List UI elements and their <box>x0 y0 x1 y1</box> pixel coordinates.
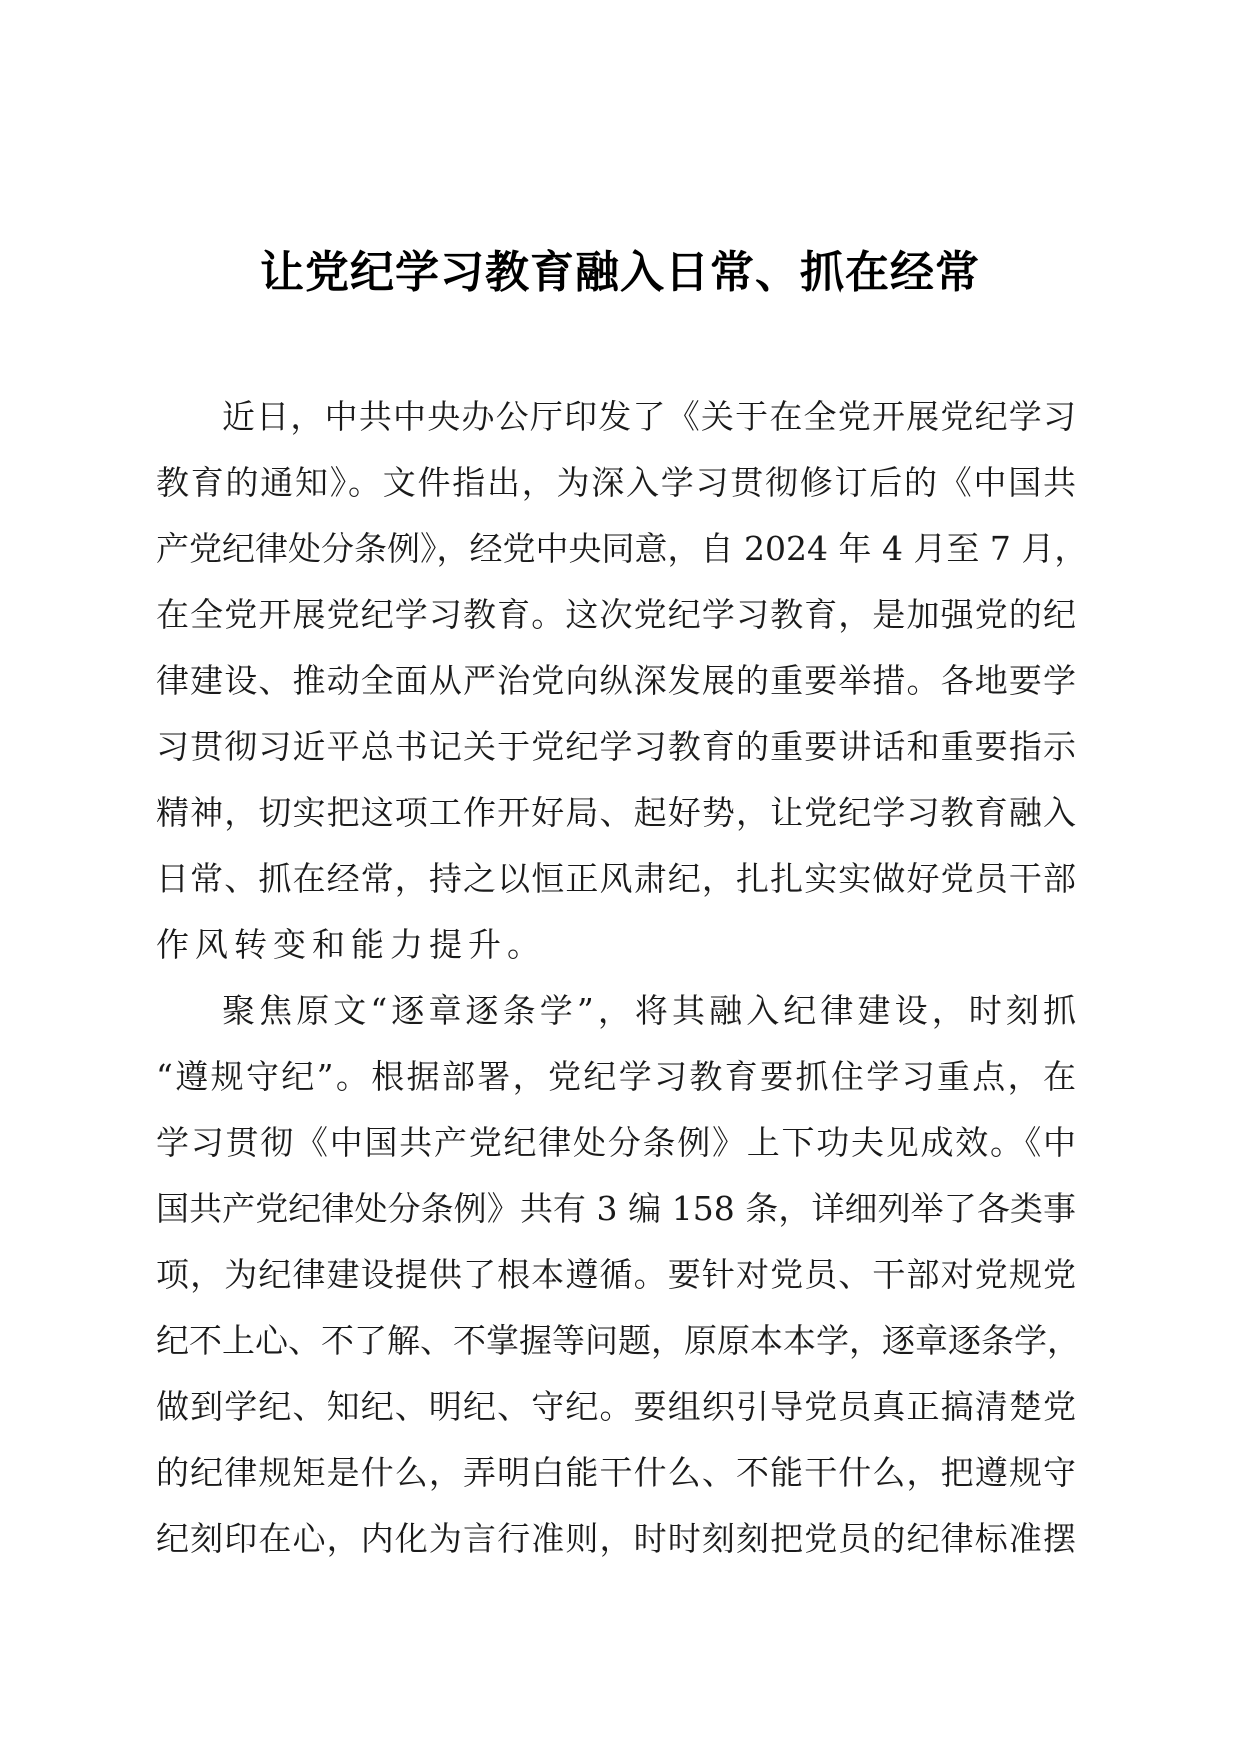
paragraph-1-line-8: 日常、抓在经常，持之以恒正风肃纪，扎扎实实做好党员干部 <box>156 859 1076 898</box>
paragraph-2-line-7: 做到学纪、知纪、明纪、守纪。要组织引导党员真正搞清楚党 <box>156 1387 1076 1426</box>
paragraph-1-line-4: 在全党开展党纪学习教育。这次党纪学习教育，是加强党的纪 <box>156 595 1076 634</box>
paragraph-1-line-3: 产党纪律处分条例》，经党中央同意，自 2024 年 4 月至 7 月， <box>156 529 1088 568</box>
paragraph-2-line-2: “遵规守纪”。根据部署，党纪学习教育要抓住学习重点，在 <box>156 1057 1076 1096</box>
paragraph-2-line-9: 纪刻印在心，内化为言行准则，时时刻刻把党员的纪律标准摆 <box>156 1519 1076 1558</box>
paragraph-1-line-5: 律建设、推动全面从严治党向纵深发展的重要举措。各地要学 <box>156 661 1076 700</box>
document-title: 让党纪学习教育融入日常、抓在经常 <box>260 247 980 298</box>
document-body <box>156 384 1088 1572</box>
paragraph-1-line-2: 教育的通知》。文件指出，为深入学习贯彻修订后的《中国共 <box>156 463 1076 502</box>
paragraph-1-line-1: 近日，中共中央办公厅印发了《关于在全党开展党纪学习 <box>222 397 1076 436</box>
paragraph-1-line-7: 精神，切实把这项工作开好局、起好势，让党纪学习教育融入 <box>156 793 1076 832</box>
paragraph-1-line-6: 习贯彻习近平总书记关于党纪学习教育的重要讲话和重要指示 <box>156 727 1076 766</box>
paragraph-1-line-9: 作风转变和能力提升。 <box>156 925 546 964</box>
paragraph-2-line-3: 学习贯彻《中国共产党纪律处分条例》上下功夫见成效。《中 <box>156 1123 1076 1162</box>
paragraph-2-line-6: 纪不上心、不了解、不掌握等问题，原原本本学，逐章逐条学， <box>156 1321 1080 1360</box>
paragraph-2-line-1: 聚焦原文“逐章逐条学”，将其融入纪律建设，时刻抓 <box>222 991 1076 1030</box>
paragraph-2-line-5: 项，为纪律建设提供了根本遵循。要针对党员、干部对党规党 <box>156 1255 1076 1294</box>
paragraph-2-line-8: 的纪律规矩是什么，弄明白能干什么、不能干什么，把遵规守 <box>156 1453 1076 1492</box>
paragraph-2-line-4: 国共产党纪律处分条例》共有 3 编 158 条，详细列举了各类事 <box>156 1189 1076 1228</box>
